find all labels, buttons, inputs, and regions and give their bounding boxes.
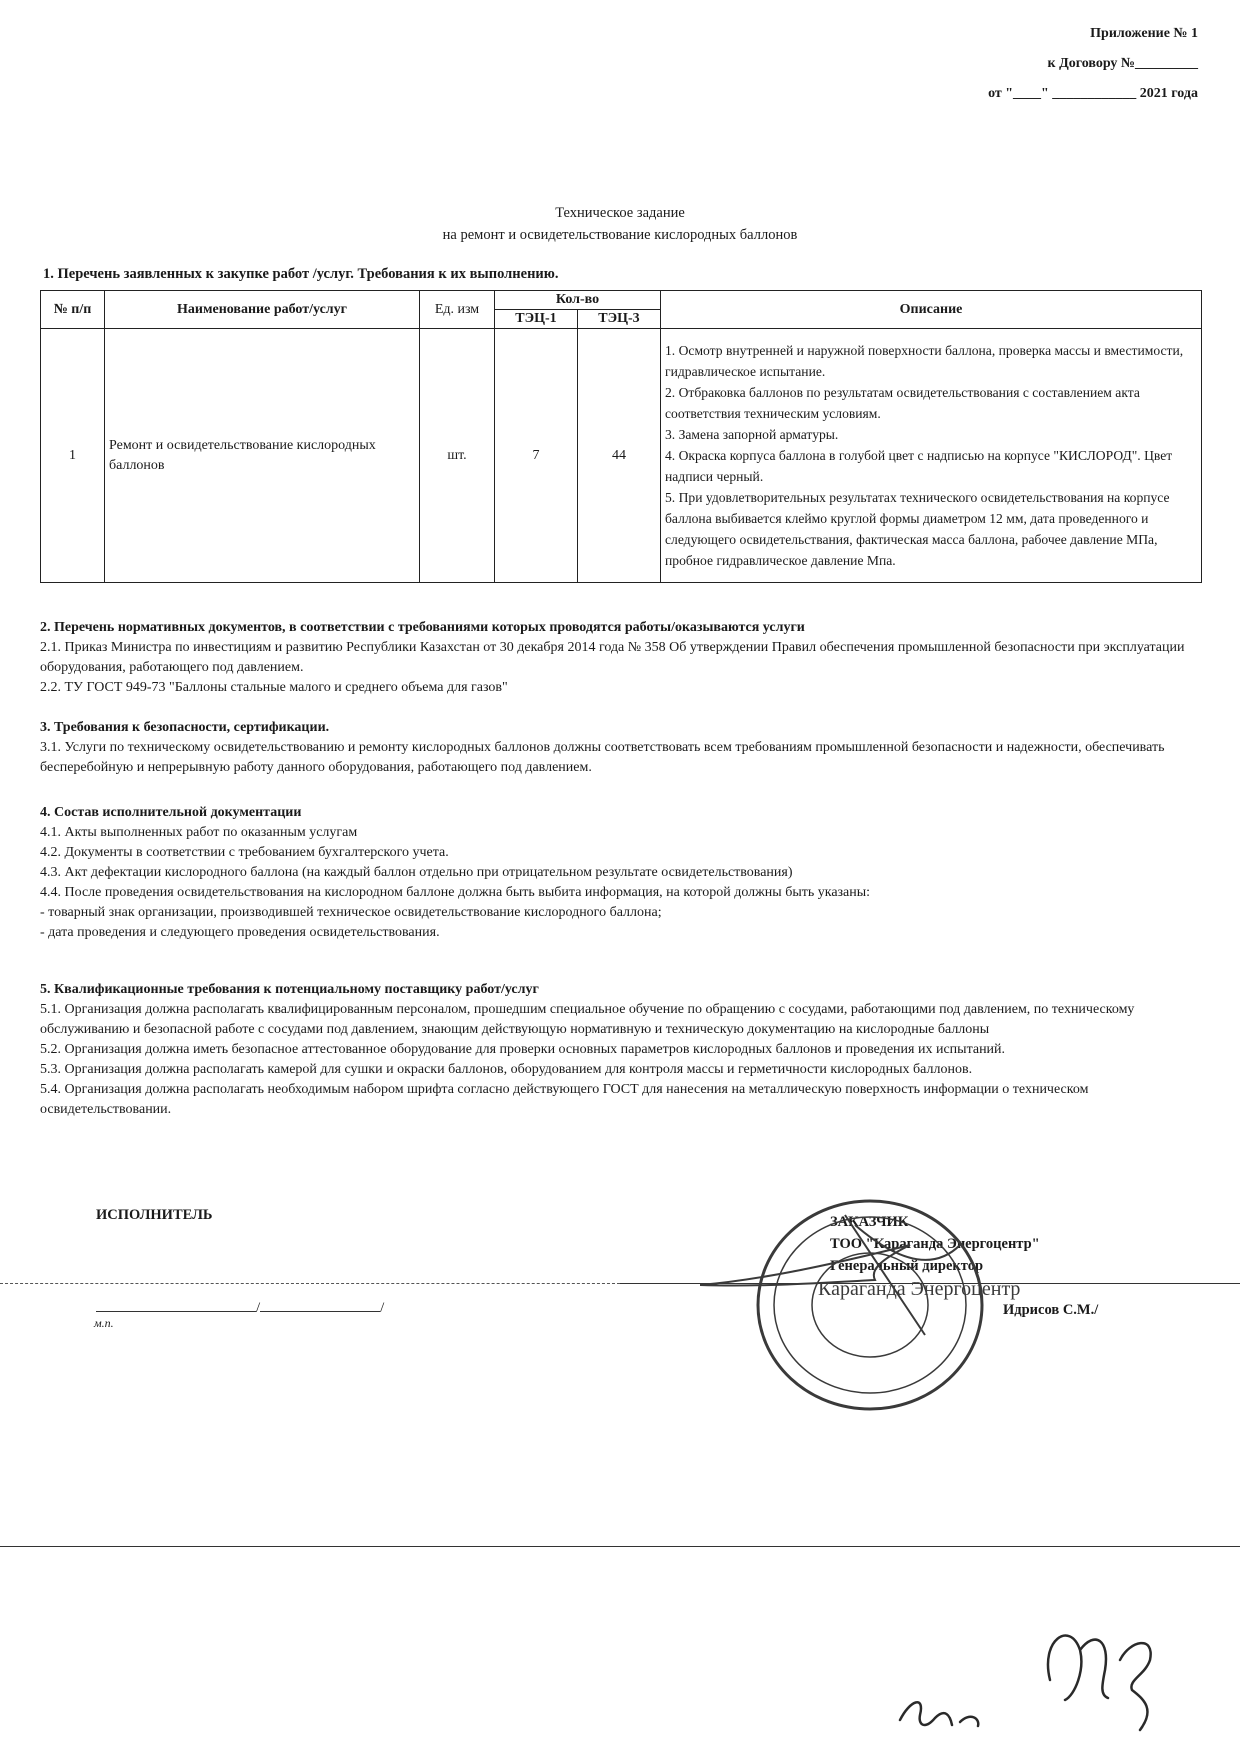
row-unit: шт. [420,329,495,583]
page-divider-dashed [0,1283,620,1284]
section2 [40,618,1210,698]
section4-item: - дата проведения и следующего проведения освидетельствования. [40,925,440,940]
executor-label: ИСПОЛНИТЕЛЬ [96,1207,213,1223]
section4-item: - товарный знак организации, производившей техническое освидетельствование кислородного баллона; [40,905,662,920]
section3-heading: 3. Требования к безопасности, сертификации. [40,720,330,735]
section5-item: 5.1. Организация должна располагать квалифицированным персоналом, прошедшим специальное обучение по обращению с сосудами, работающими под давлением, по техническому обслуживанию и безопасной работе с сосудами под давлением, знающим действующую нормативную и техническую документацию на кислородные баллоны [40,1002,1135,1037]
stamp-center-text: Караганда Энергоцентр [818,1278,1021,1300]
section3 [40,718,1210,778]
row-name: Ремонт и освидетельствование кислородных баллонов [105,329,420,583]
customer-position: Генеральный директор [830,1258,984,1274]
customer-organization: ТОО "Караганда Энергоцентр" [830,1236,1040,1252]
col-qty-header: Кол-во [495,291,661,310]
description-item: 5. При удовлетворительных результатах технического освидетельствования на корпусе баллона выбивается клеймо круглой формы диаметром 12 мм, дата проведенного и следующего освидетельствания, фактическая масса баллона, рабочее давление МПа, пробное гидравлическое давление Мпа. [665,490,1170,568]
description-item: 3. Замена запорной арматуры. [665,427,839,442]
section3-item: 3.1. Услуги по техническому освидетельствованию и ремонту кислородных баллонов должны соответствовать всем требованиям промышленной безопасности и надежности, обеспечивать бесперебойную и непрерывную работу данного оборудования, работающего под давлением. [40,740,1165,775]
col-num-header: № п/п [41,291,105,329]
row-tec3: 44 [578,329,661,583]
executor-stamp-place: м.п. [94,1316,114,1330]
section4-heading: 4. Состав исполнительной документации [40,805,302,820]
section5 [40,980,1210,1120]
contract-reference: к Договору №_________ [1047,56,1198,71]
col-name-header: Наименование работ/услуг [105,291,420,329]
company-stamp [700,1185,1040,1435]
col-tec3-header: ТЭЦ-3 [578,310,661,329]
section5-item: 5.3. Организация должна располагать камерой для сушки и окраски баллонов, оборудованием для контроля массы и герметичности кислородных баллонов. [40,1062,973,1077]
section2-item: 2.1. Приказ Министра по инвестициям и развитию Республики Казахстан от 30 декабря 2014 года № 358 Об утверждении Правил обеспечения промышленной безопасности при эксплуатации оборудования, работающего под давлением. [40,640,1185,675]
document-title: Техническое задание [555,205,685,221]
executor-signature-line: / / [96,1300,384,1317]
document-subtitle: на ремонт и освидетельствование кислородных баллонов [442,227,798,243]
works-table [40,290,1202,583]
initials-signatures [870,1600,1190,1750]
section4 [40,803,1210,943]
section2-item: 2.2. ТУ ГОСТ 949-73 "Баллоны стальные малого и среднего объема для газов" [40,680,508,695]
description-item: 1. Осмотр внутренней и наружной поверхности баллона, проверка массы и вместимости, гидравлическое испытание. [665,343,1184,379]
section5-item: 5.4. Организация должна располагать необходимым набором шрифта согласно действующего ГОСТ для нанесения на металлическую поверхность информации о техническом освидетельствовании. [40,1082,1089,1117]
customer-label: ЗАКАЗЧИК [830,1214,909,1230]
annex-number: Приложение № 1 [1090,26,1198,41]
col-unit-header: Ед. изм [420,291,495,329]
section4-item: 4.1. Акты выполненных работ по оказанным услугам [40,825,358,840]
customer-name: Идрисов С.М./ [1003,1302,1099,1318]
row-num: 1 [41,329,105,583]
bottom-divider [0,1546,1240,1547]
row-description [661,329,1202,583]
table-row [41,329,1202,583]
col-desc-header: Описание [661,291,1202,329]
section4-item: 4.2. Документы в соответствии с требованием бухгалтерского учета. [40,845,449,860]
description-item: 2. Отбраковка баллонов по результатам освидетельствования с составлением акта соответствия техническим условиям. [665,385,1140,421]
section1-heading: 1. Перечень заявленных к закупке работ /услуг. Требования к их выполнению. [43,266,559,282]
section5-item: 5.2. Организация должна иметь безопасное аттестованное оборудование для проверки основных параметров кислородных баллонов и проведения их испытаний. [40,1042,1006,1057]
section4-item: 4.3. Акт дефектации кислородного баллона (на каждый баллон отдельно при отрицательном результате освидетельствования) [40,865,793,880]
col-tec1-header: ТЭЦ-1 [495,310,578,329]
description-item: 4. Окраска корпуса баллона в голубой цвет с надписью на корпусе "КИСЛОРОД". Цвет надписи черный. [665,448,1173,484]
contract-date: от "____" ____________ 2021 года [988,86,1198,101]
row-tec1: 7 [495,329,578,583]
section5-heading: 5. Квалификационные требования к потенциальному поставщику работ/услуг [40,982,539,997]
section2-heading: 2. Перечень нормативных документов, в соответствии с требованиями которых проводятся работы/оказываются услуги [40,620,805,635]
section4-item: 4.4. После проведения освидетельствования на кислородном баллоне должна быть выбита информация, на которой должны быть указаны: [40,885,871,900]
